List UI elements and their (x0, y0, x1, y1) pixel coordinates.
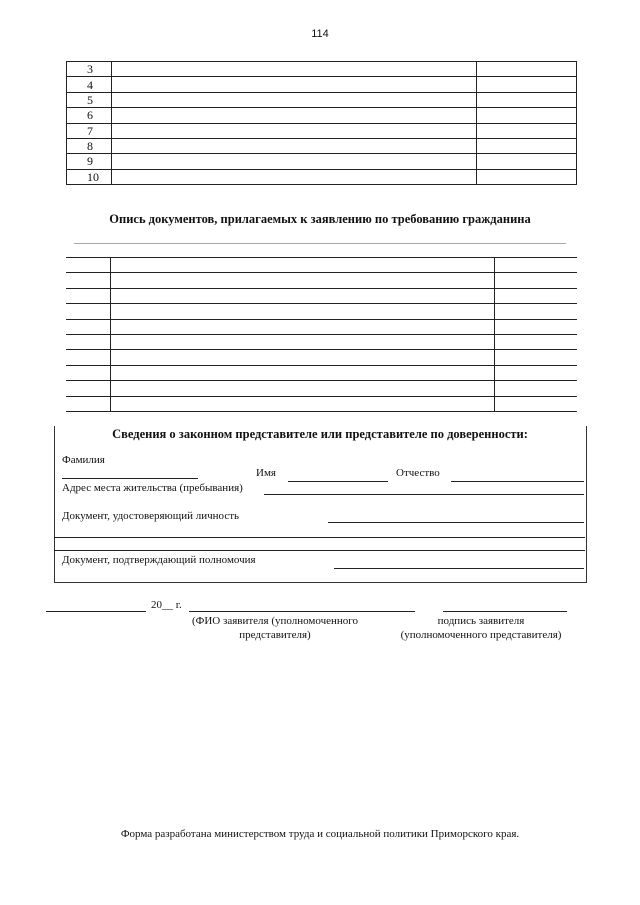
inventory-row-line (66, 272, 577, 273)
surname-field[interactable] (62, 478, 198, 479)
id-document-label: Документ, удостоверяющий личность (62, 510, 240, 522)
row-number: 10 (67, 169, 112, 184)
row-number: 7 (67, 123, 112, 138)
name-field[interactable] (288, 481, 388, 482)
inventory-title: Опись документов, прилагаемых к заявлению по требованию гражданина (109, 212, 531, 226)
row-document-cell[interactable] (112, 62, 477, 77)
row-extra-cell[interactable] (477, 77, 577, 92)
signature-caption-line-1: подпись заявителя (437, 615, 525, 627)
id-document-field[interactable] (328, 522, 584, 523)
numbered-table-row (67, 92, 577, 107)
inventory-table (66, 257, 577, 411)
inventory-row-line (66, 334, 577, 335)
fio-caption-line-2: представителя) (239, 629, 311, 641)
row-extra-cell[interactable] (477, 62, 577, 77)
page-number: 114 (311, 28, 329, 40)
numbered-table-body (67, 62, 577, 185)
signature-caption-line-2: (уполномоченного представителя) (400, 629, 562, 641)
fio-caption (170, 614, 380, 642)
numbered-table-row (67, 62, 577, 77)
row-extra-cell[interactable] (477, 123, 577, 138)
numbered-table (66, 61, 577, 185)
row-extra-cell[interactable] (477, 92, 577, 107)
numbered-table-row (67, 169, 577, 184)
row-document-cell[interactable] (112, 154, 477, 169)
representative-title: Сведения о законном представителе или представителе по доверенности: (112, 427, 528, 441)
row-document-cell[interactable] (112, 92, 477, 107)
row-document-cell[interactable] (112, 169, 477, 184)
applicant-fio-field[interactable] (189, 611, 415, 612)
date-field[interactable] (46, 611, 146, 612)
inventory-row-line (66, 380, 577, 381)
inventory-row-line (66, 349, 577, 350)
row-document-cell[interactable] (112, 108, 477, 123)
row-document-cell[interactable] (112, 138, 477, 153)
patronymic-label: Отчество (396, 467, 440, 479)
row-extra-cell[interactable] (477, 169, 577, 184)
row-number: 8 (67, 138, 112, 153)
applicant-signature-field[interactable] (443, 611, 567, 612)
id-document-extra-line-1[interactable] (54, 537, 585, 538)
patronymic-field[interactable] (451, 481, 584, 482)
signature-caption (386, 614, 576, 642)
row-number: 5 (67, 92, 112, 107)
numbered-table-row (67, 77, 577, 92)
surname-label: Фамилия (62, 454, 105, 466)
inventory-row-line (66, 288, 577, 289)
row-extra-cell[interactable] (477, 108, 577, 123)
numbered-table-row (67, 108, 577, 123)
address-label: Адрес места жительства (пребывания) (62, 482, 243, 494)
authority-document-label: Документ, подтверждающий полномочия (62, 554, 256, 566)
numbered-table-row (67, 123, 577, 138)
date-year-label: 20__ г. (151, 599, 182, 611)
inventory-row-line (66, 257, 577, 258)
id-document-extra-line-2[interactable] (54, 550, 585, 551)
inventory-title-underline (74, 243, 566, 244)
authority-document-field[interactable] (334, 568, 584, 569)
row-number: 4 (67, 77, 112, 92)
form-footer-note: Форма разработана министерством труда и социальной политики Приморского края. (120, 828, 520, 840)
inventory-row-line (66, 319, 577, 320)
inventory-row-line (66, 365, 577, 366)
inventory-row-line (66, 396, 577, 397)
row-number: 9 (67, 154, 112, 169)
inventory-row-line (66, 411, 577, 412)
row-document-cell[interactable] (112, 123, 477, 138)
row-number: 3 (67, 62, 112, 77)
numbered-table-row (67, 154, 577, 169)
row-document-cell[interactable] (112, 77, 477, 92)
row-extra-cell[interactable] (477, 154, 577, 169)
row-extra-cell[interactable] (477, 138, 577, 153)
inventory-row-line (66, 303, 577, 304)
address-field[interactable] (264, 494, 584, 495)
fio-caption-line-1: (ФИО заявителя (уполномоченного (191, 615, 359, 627)
name-label: Имя (256, 467, 276, 479)
row-number: 6 (67, 108, 112, 123)
numbered-table-row (67, 138, 577, 153)
